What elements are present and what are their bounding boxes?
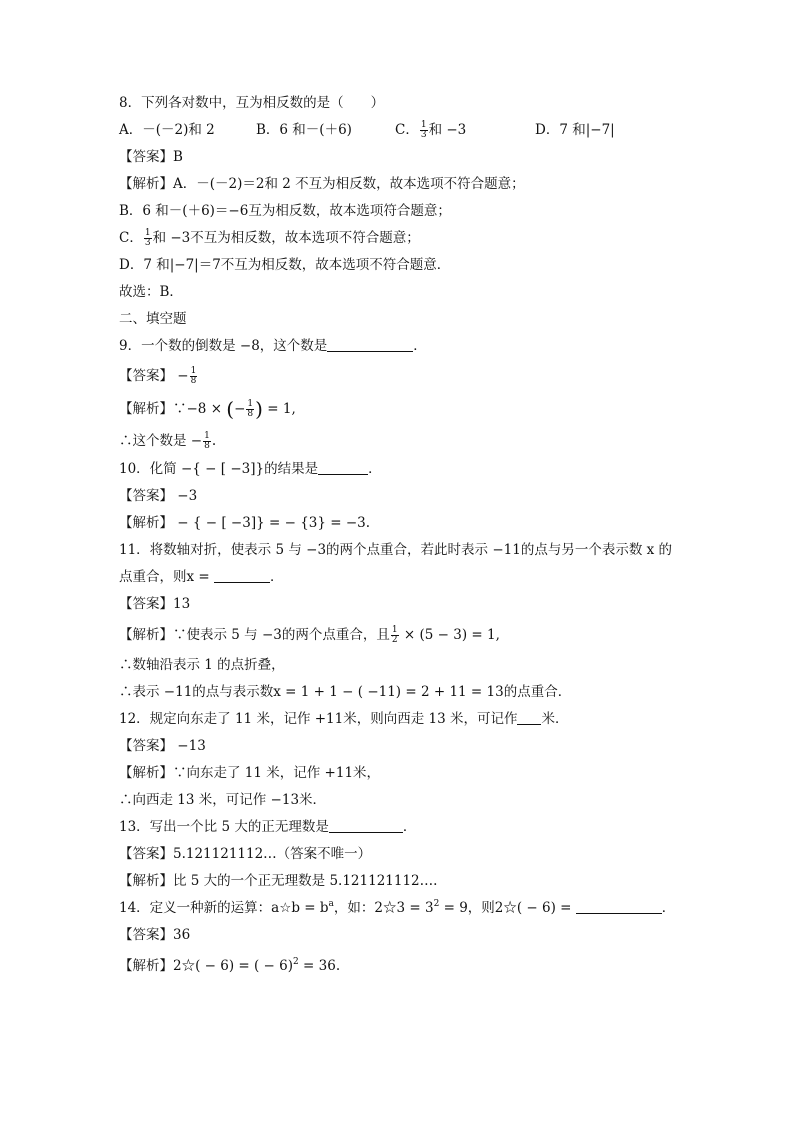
q11-stem-2 (119, 564, 689, 591)
q11-stem-2-end: ． (270, 569, 284, 585)
q12-analysis-1: 【解析】∵向东走了 11 米，记作 +11米， (119, 765, 381, 781)
q9-stem-end: ． (413, 338, 427, 354)
fraction-numerator: 1 (204, 431, 210, 441)
q14-analysis (119, 949, 689, 983)
q9-answer-prefix: 【答案】 − (119, 368, 189, 384)
q14-stem (119, 895, 689, 922)
superscript: a (328, 899, 334, 909)
q9-conclusion-prefix: ∴这个数是 − (119, 433, 203, 449)
q8-analysis-4: D．7 和|−7|＝7不互为相反数，故本选项不符合题意． (119, 257, 451, 273)
answer-blank[interactable] (576, 899, 662, 914)
fraction (246, 400, 254, 419)
q11-stem-2-text: 点重合，则x = (119, 569, 215, 585)
q10-stem (119, 456, 689, 483)
q8-analysis-3 (119, 225, 689, 252)
q14-stem-mid: ，如：2☆3 = 3 (333, 900, 434, 916)
q14-analysis-suffix: = 36. (298, 958, 341, 974)
superscript: 2 (293, 957, 299, 967)
q12-analysis-2: ∴向西走 13 米，可记作 −13米． (119, 792, 327, 808)
fraction-numerator: 1 (190, 366, 197, 376)
q8-analysis-2: B．6 和－(＋6)＝−6互为相反数，故本选项符合题意； (119, 203, 451, 219)
q9-analysis-prefix: 【解析】∵−8 × (119, 401, 227, 417)
answer-blank[interactable] (214, 568, 270, 583)
q8-option-b: B．6 和－(＋6) (256, 122, 352, 138)
answer-blank[interactable] (318, 460, 368, 475)
q12-answer: 【答案】 −13 (119, 738, 206, 754)
q11-answer: 【答案】13 (119, 596, 191, 612)
q13-analysis: 【解析】比 5 大的一个正无理数是 5.121121112…. (119, 873, 438, 889)
q8-analysis-1: 【解析】A．－(－2)＝2和 2 不互为相反数，故本选项不符合题意； (119, 176, 525, 192)
answer-blank[interactable] (327, 337, 413, 352)
q8-analysis-3-suffix: 和 −3不互为相反数，故本选项不符合题意； (152, 230, 420, 246)
fraction-denominator: 8 (190, 376, 197, 386)
fraction-denominator: 8 (204, 441, 210, 451)
q9-analysis-suffix: = 1, (262, 401, 296, 417)
q14-answer: 【答案】36 (119, 927, 191, 943)
q8-option-c-suffix: 和 −3 (428, 122, 467, 138)
paren-close: ) (255, 397, 263, 421)
answer-blank[interactable] (517, 710, 541, 725)
fraction-numerator: 1 (420, 120, 427, 130)
fraction-denominator: 8 (247, 409, 254, 419)
q10-analysis: 【解析】 − { − [ −3]} = − {3} = −3. (119, 515, 371, 531)
q8-analysis-3-prefix: C． (119, 230, 143, 246)
fraction (391, 626, 399, 645)
q9-analysis-sign: − (234, 401, 246, 417)
fraction (190, 367, 198, 386)
q10-answer: 【答案】 −3 (119, 488, 198, 504)
fraction-numerator: 1 (144, 228, 151, 238)
fraction (420, 121, 428, 140)
section-title: 二、填空题 (119, 311, 187, 327)
q14-stem-end: ． (661, 900, 676, 916)
q9-conclusion (119, 426, 689, 456)
q8-conclusion: 故选：B． (119, 284, 183, 300)
q9-stem-text: 9．一个数的倒数是 −8，这个数是 (119, 338, 328, 354)
q11-analysis-suffix: × (5 − 3) = 1, (399, 627, 500, 643)
q8-stem: 8．下列各对数中，互为相反数的是（ ） (119, 95, 385, 111)
fraction (203, 432, 211, 451)
q8-option-d: D．7 和|−7| (535, 122, 615, 138)
q11-analysis-prefix: 【解析】∵使表示 5 与 −3的两个点重合，且 (119, 627, 390, 643)
document-page (119, 90, 689, 983)
q13-stem (119, 814, 689, 841)
q9-stem (119, 333, 689, 360)
q9-conclusion-suffix: . (211, 433, 217, 449)
q14-stem-prefix: 14．定义一种新的运算：a☆b = b (119, 900, 329, 916)
q11-analysis-2: ∴数轴沿表示 1 的点折叠， (119, 657, 285, 673)
q12-stem-text: 12．规定向东走了 11 米，记作 +11米，则向西走 13 米，可记作 (119, 711, 518, 727)
fraction-numerator: 1 (247, 399, 254, 409)
fraction-denominator: 2 (391, 635, 398, 645)
q14-stem-mid2: = 9，则2☆( − 6) = (439, 900, 576, 916)
fraction-denominator: 3 (144, 238, 151, 248)
q9-analysis (119, 392, 689, 426)
q11-analysis-1 (119, 618, 689, 652)
q8-answer: 【答案】B (119, 149, 183, 165)
q13-answer: 【答案】5.121121112…（答案不唯一） (119, 846, 372, 862)
superscript: 2 (433, 899, 440, 909)
q11-analysis-3: ∴表示 −11的点与表示数x = 1 + 1 − ( −11) = 2 + 11 = 13的点重合． (119, 684, 572, 700)
paren-open: ( (226, 397, 235, 421)
q10-stem-end: ． (368, 461, 382, 477)
fraction-numerator: 1 (391, 625, 398, 635)
q10-stem-text: 10．化简 −{ − [ −3]}的结果是 (119, 461, 319, 477)
fraction-denominator: 3 (420, 130, 427, 140)
q8-options (119, 117, 689, 144)
q13-stem-end: ． (402, 819, 417, 835)
q14-analysis-prefix: 【解析】2☆( − 6) = ( − 6) (119, 958, 294, 974)
q13-stem-text: 13．写出一个比 5 大的正无理数是 (119, 819, 329, 835)
q8-option-c (395, 117, 535, 144)
q12-stem-end: 米． (541, 711, 569, 727)
fraction (144, 229, 152, 248)
q9-answer (119, 360, 689, 392)
q12-stem (119, 706, 689, 733)
q8-option-c-prefix: C． (395, 122, 419, 138)
answer-blank[interactable] (329, 818, 403, 833)
q11-stem-1: 11．将数轴对折，使表示 5 与 −3的两个点重合，若此时表示 −11的点与另一个表示数 x 的 (119, 542, 673, 558)
q8-option-a: A．－(－2)和 2 (119, 122, 215, 138)
